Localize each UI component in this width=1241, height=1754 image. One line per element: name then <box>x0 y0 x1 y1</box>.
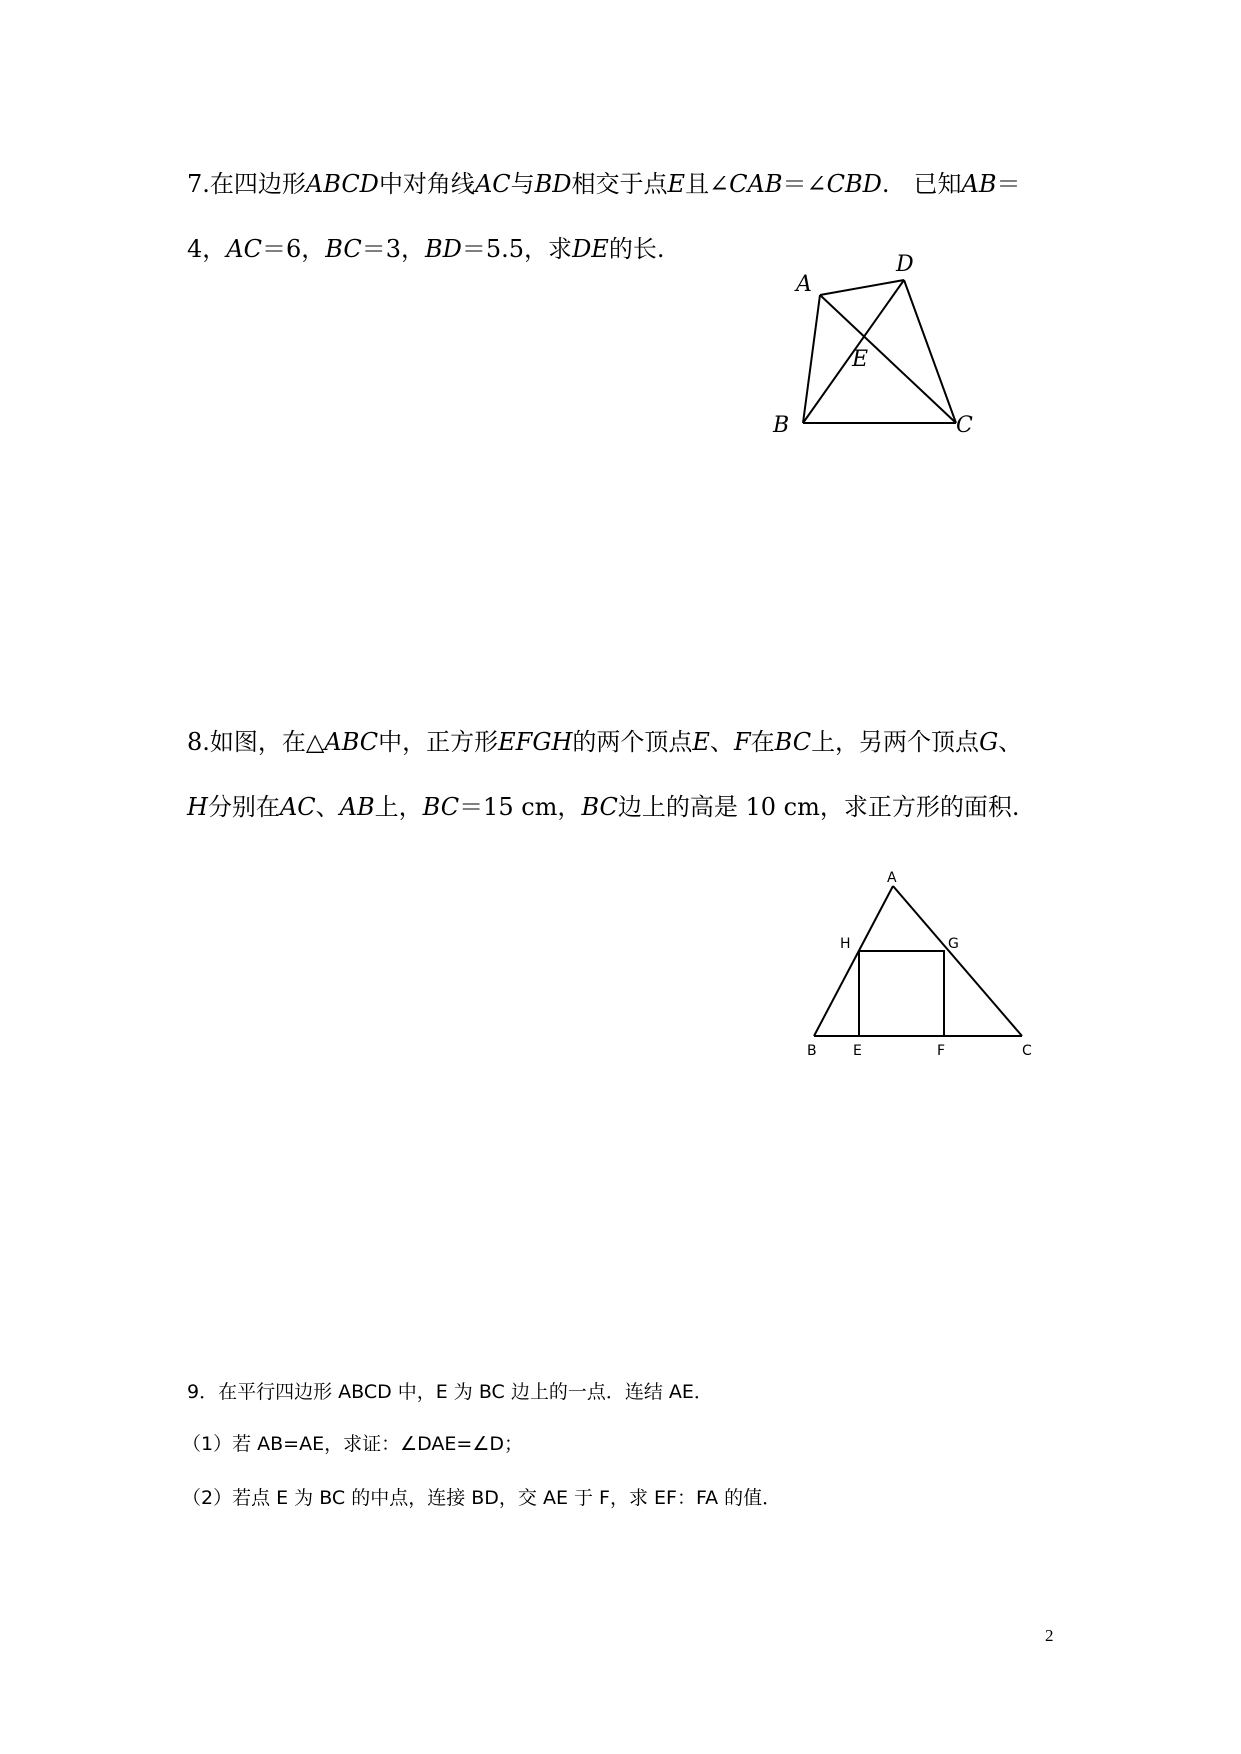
q8-text: 上，另两个顶点 <box>811 728 980 756</box>
diagonal-ac <box>820 295 956 423</box>
q7-text: ＝6， <box>261 235 326 263</box>
q8-math: H <box>187 793 208 821</box>
q8-text: 分别在 <box>207 793 280 821</box>
q8-math: BC <box>581 793 618 821</box>
q7-text: 4， <box>187 235 227 263</box>
q7-math: AC <box>474 170 511 198</box>
q8-math: G <box>979 728 999 756</box>
q7-math: DE <box>572 235 609 263</box>
q7-math: ABCD <box>305 170 379 198</box>
q8-math: EFGH <box>498 728 573 756</box>
question-7-line-1 <box>187 168 1020 200</box>
q7-text: 相交于点 <box>571 170 668 198</box>
q7-text: ＝5.5，求 <box>461 235 573 263</box>
q8-text: 上， <box>374 793 423 821</box>
q7-text: 与 <box>510 170 535 198</box>
page-number: 2 <box>1045 1626 1054 1645</box>
q8-text: 在 <box>750 728 775 756</box>
segment-ca <box>893 886 1022 1036</box>
q7-math: AC <box>226 235 262 263</box>
q8-math: E <box>692 728 710 756</box>
segment-ab <box>814 886 893 1036</box>
q8-math: ABC <box>324 728 379 756</box>
q8-text: ＝15 cm， <box>459 793 582 821</box>
q8-math: BC <box>422 793 460 821</box>
triangle-square-figure <box>800 860 1060 1060</box>
q7-text: ＝ <box>996 170 1021 198</box>
q8-text: 、 <box>709 728 734 756</box>
q7-text: 7.在四边形 <box>187 170 306 198</box>
q7-text: ＝3， <box>361 235 425 263</box>
quadrilateral-figure <box>760 245 990 445</box>
q7-math: CAB <box>729 170 783 198</box>
label-h: H <box>840 936 851 952</box>
q7-math: E <box>667 170 686 198</box>
q8-text: 、 <box>998 728 1023 756</box>
q8-text: 、 <box>315 793 340 821</box>
q8-math: AB <box>339 793 375 821</box>
q8-text: 边上的高是 10 cm，求正方形的面积. <box>617 793 1020 821</box>
square-efgh <box>859 951 944 1036</box>
label-f: F <box>937 1043 946 1059</box>
question-7-line-2 <box>187 233 664 265</box>
q8-math: F <box>733 728 751 756</box>
label-d: D <box>896 252 914 277</box>
label-b: B <box>773 413 790 438</box>
label-c: C <box>956 413 973 438</box>
label-g: G <box>948 936 959 952</box>
question-9-part-2: （2）若点 E 为 BC 的中点，连接 BD，交 AE 于 F，求 EF：FA 的值． <box>182 1487 782 1509</box>
q8-math: AC <box>279 793 316 821</box>
label-b: B <box>807 1043 817 1059</box>
q7-math: BD <box>425 235 462 263</box>
segment-cd <box>904 280 956 423</box>
label-c: C <box>1022 1043 1032 1059</box>
label-a: A <box>796 272 812 297</box>
q7-math: CBD <box>826 170 882 198</box>
label-e: E <box>853 1043 862 1059</box>
q8-text: 8.如图，在△ <box>187 728 325 756</box>
q7-text: 中对角线 <box>378 170 475 198</box>
question-9-stem: 9．在平行四边形 ABCD 中，E 为 BC 边上的一点．连结 AE． <box>187 1381 713 1403</box>
segment-da <box>820 280 904 295</box>
question-8-line-2 <box>187 791 1020 823</box>
q8-text: 的两个顶点 <box>572 728 693 756</box>
q7-text: 且∠ <box>685 170 730 198</box>
q8-math: BC <box>774 728 812 756</box>
label-a: A <box>887 870 897 886</box>
question-8-line-1 <box>187 726 1022 758</box>
q8-text: 中，正方形 <box>378 728 499 756</box>
q7-text: ＝∠ <box>782 170 827 198</box>
q7-math: AB <box>961 170 997 198</box>
question-9-part-1: （1）若 AB=AE，求证：∠DAE=∠D； <box>182 1433 523 1455</box>
q7-math: BC <box>325 235 362 263</box>
q7-math: BD <box>534 170 572 198</box>
label-e: E <box>852 347 869 372</box>
q7-text: . 已知 <box>881 170 962 198</box>
q7-text: 的长. <box>608 235 665 263</box>
